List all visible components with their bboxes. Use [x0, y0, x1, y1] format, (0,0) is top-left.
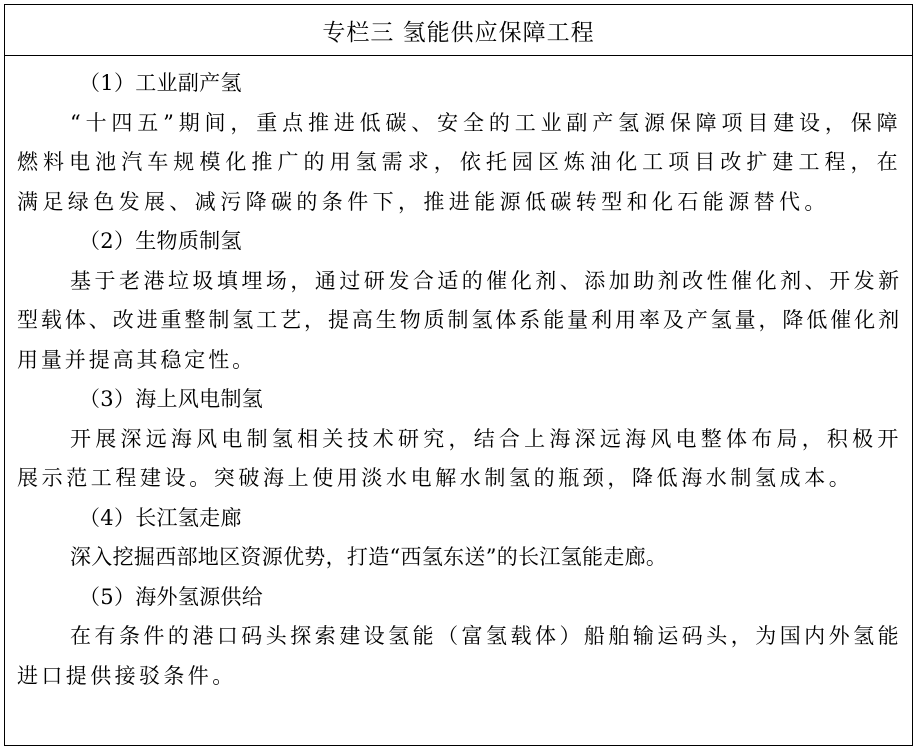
section-body: 开展深远海风电制氢相关技术研究，结合上海深远海风电整体布局，积极开展示范工程建设。突破海上使用淡水电解水制氢的瓶颈，降低海水制氢成本。: [17, 426, 902, 490]
box-title: 专栏三 氢能供应保障工程: [5, 5, 912, 56]
section-heading: （1）工业副产氢: [79, 71, 242, 95]
section-heading: （3）海上风电制氢: [79, 387, 264, 411]
section-heading: （2）生物质制氢: [79, 229, 242, 253]
section-body: 基于老港垃圾填埋场，通过研发合适的催化剂、添加助剂改性催化剂、开发新型载体、改进重整制氢工艺，提高生物质制氢体系能量利用率及产氢量，降低催化剂用量并提高其稳定性。: [17, 268, 902, 372]
section-heading: （5）海外氢源供给: [79, 584, 264, 609]
section-body: 在有条件的港口码头探索建设氢能（富氢载体）船舶输运码头，为国内外氢能进口提供接驳条件。: [17, 624, 902, 688]
section-body: 深入挖掘西部地区资源优势，打造“西氢东送”的长江氢能走廊。: [70, 545, 668, 569]
feature-box: [4, 4, 913, 746]
box-content: [5, 56, 912, 696]
section-body: “十四五”期间，重点推进低碳、安全的工业副产氢源保障项目建设，保障燃料电池汽车规模化推广的用氢需求，依托园区炼油化工项目改扩建工程，在满足绿色发展、减污降碳的条件下，推进能源低碳转型和化石能源替代。: [17, 110, 902, 214]
section-heading: （4）长江氢走廊: [79, 505, 242, 530]
